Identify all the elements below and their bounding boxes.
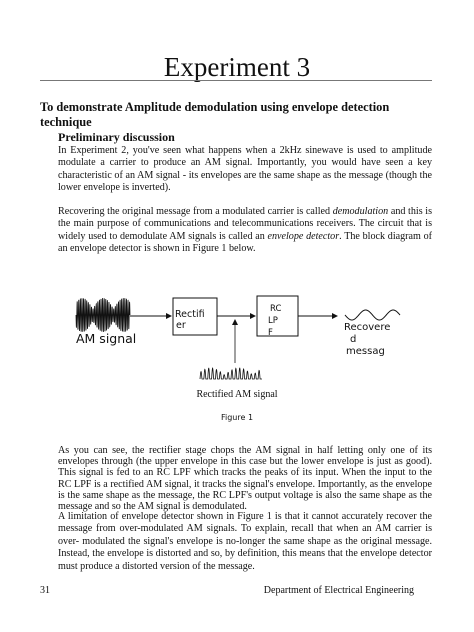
figure-label: Figure 1	[220, 413, 254, 422]
arrowhead-rectifier-to-lpf	[250, 313, 256, 319]
output-label-line3: messag	[346, 346, 385, 357]
lpf-label-line2: LP	[268, 316, 278, 326]
arrowhead-am-to-rectifier	[166, 313, 172, 319]
lpf-label-line3: F	[268, 328, 273, 338]
term-envelope-detector: envelope detector	[267, 230, 340, 242]
rectifier-label-line2: er	[176, 320, 186, 331]
arrowhead-rectified	[232, 319, 238, 325]
am-signal-waveform	[76, 298, 130, 332]
envelope-detector-diagram	[0, 285, 474, 390]
page-title: Experiment 3	[163, 52, 311, 82]
paragraph-rectifier-explanation: As you can see, the rectifier stage chops the AM signal in half letting only one of its envelopes through (the upper envelope in this case but the lower envelope is just as good). This signal is fed to an RC LPF which tracks the peaks of its input. When the input to the RC LPF is a rectified AM signal, it tracks the signal's envelope. Importantly, as the envelope is the same shape as the message, the RC LPF's output voltage is also the same shape as the message and so the AM signal is demodulated.	[58, 445, 432, 513]
paragraph-demodulation-part-2: and this is the main purpose of communications and telecommunications receivers. The circuit that is widely used to demodulate AM signals is called an	[58, 206, 433, 242]
experiment-heading: To demonstrate Amplitude demodulation using envelope detection technique	[40, 100, 390, 129]
paragraph-limitation: A limitation of envelope detector shown in Figure 1 is that it cannot accurately recover the message from over-modulated AM signals. To explain, recall that when an AM carrier is over- modulated the signal's envelope is no-longer the same shape as the original message. Instead, the envelope is distorted and so, by definition, this means that the envelope detector must produce a distorted version of the message.	[58, 511, 432, 572]
output-label-line2: d	[350, 334, 357, 345]
lpf-label-line1: RC	[270, 304, 282, 314]
arrowhead-lpf-to-output	[332, 313, 338, 319]
rectified-signal-waveform	[200, 368, 262, 379]
title-divider	[40, 80, 432, 81]
rectified-signal-caption: Rectified AM signal	[196, 389, 278, 400]
term-demodulation: demodulation	[332, 206, 389, 217]
section-title: Preliminary discussion	[58, 130, 175, 144]
am-signal-label: AM signal	[76, 331, 137, 346]
page-number: 31	[40, 585, 50, 596]
paragraph-intro: In Experiment 2, you've seen what happens when a 2kHz sinewave is used to amplitude modulate a carrier to produce an AM signal. Importantly, you would have seen a key characteristic of an AM signal - its envelopes are the same shape as the message (though the lower envelope is inverted).	[58, 145, 432, 194]
paragraph-demodulation	[58, 206, 432, 256]
recovered-message-waveform	[345, 310, 400, 320]
footer-department: Department of Electrical Engineering	[263, 585, 414, 596]
output-label-line1: Recovere	[344, 322, 391, 333]
paragraph-demodulation-part-3: . The block diagram of an envelope detector is shown in Figure 1 below.	[58, 230, 432, 255]
paragraph-demodulation-part-1: Recovering the original message from a modulated carrier is called	[58, 206, 333, 217]
rectifier-label-line1: Rectifi	[175, 309, 205, 320]
